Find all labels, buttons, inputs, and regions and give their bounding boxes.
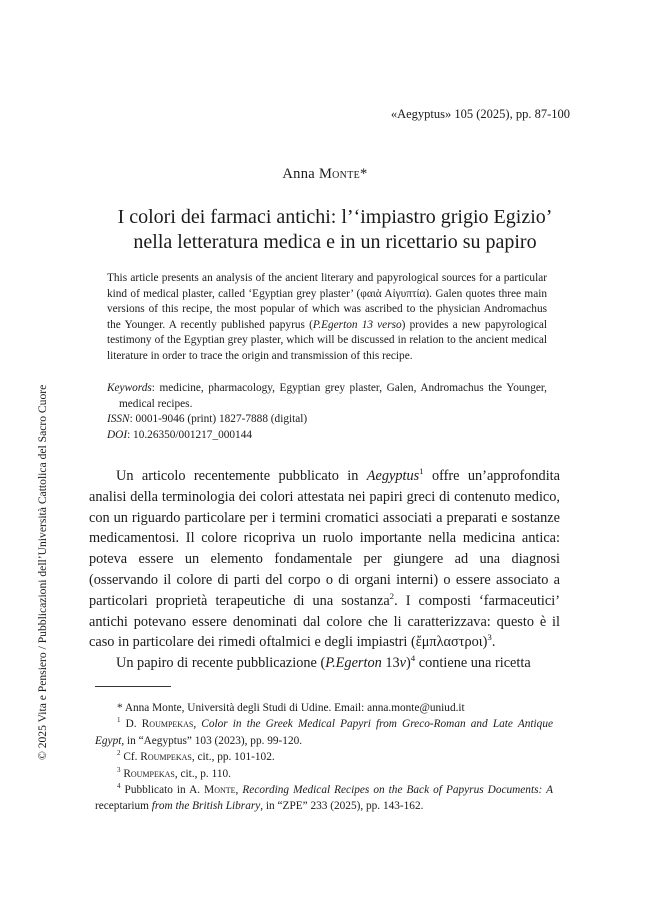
body-text-span: Un articolo recentemente pubblicato in (116, 468, 367, 484)
abstract (107, 271, 547, 365)
doi (107, 428, 547, 444)
body-text-span: 13 (381, 655, 400, 672)
footnote-number: 1 (117, 716, 121, 725)
abstract-text-2: ) provides a new papyrological testimony of the Egyptian grey plaster, which will be discussed in relation to the ancient medical literature in order to trace the origin and transmission of this recipe. (107, 318, 547, 362)
cited-title-roman: receptarium (95, 800, 152, 813)
doi-value: : 10.26350/001217_000144 (127, 428, 252, 441)
citation-prefix: Cf. (123, 751, 141, 764)
citation-details: , in “Aegyptus” 103 (2023), pp. 99-120. (121, 734, 303, 747)
cited-author: Monte (204, 784, 236, 797)
body-paragraph-2 (89, 653, 560, 674)
footnote-2 (95, 749, 553, 765)
author-last-name: Monte (318, 166, 361, 182)
body-text-span: contiene una ricetta (415, 655, 531, 672)
abstract-text-1: This article presents an analysis of the ancient literary and papyrological sources for a particular kind of medical plaster, called ‘Egyptian grey plaster’ (φαιὰ Αἰγυπτία). Galen quotes three main versions of this recipe, the most popular of which was ascribed to the physician Andromachus the Younger. A recently published papyrus ( (107, 272, 547, 331)
keywords-label: Keywords (107, 382, 152, 394)
footnote-1: $^1$ D. Roumpekas, Color in the Greek Medical Papyri from Greco-Roman and Late Antique Egypt, in “Aegyptus” 103 (2023), pp. 99-120. (95, 716, 553, 747)
footnote-ref-2: 2 (389, 591, 395, 602)
cited-author: D. Roumpekas (125, 718, 194, 731)
article-metadata (107, 381, 547, 443)
citation-details: , in “ZPE” 233 (2025), pp. 143-162. (260, 800, 424, 813)
journal-name: Aegyptus (366, 468, 420, 484)
footnote-ref-4: 4 (410, 653, 416, 664)
cited-title: Recording Medical Recipes on the Back of Papyrus Documents: A (242, 784, 553, 797)
issn-label: ISSN (107, 413, 130, 426)
footnote-ref-1: 1 (419, 466, 424, 477)
author-name (0, 166, 650, 183)
copyright-sidebar: © 2025 Vita e Pensiero / Pubblicazioni dell’Università Cattolica del Sacro Cuore (36, 384, 49, 760)
body-text-span: . I composti ‘farmaceutici’ antichi potevano essere denominati dal colore che li caratterizzava: questo è il caso in particolare dei rimedi oftalmici e degli impiastri (ἔμπλαστροι) (89, 592, 560, 651)
footnote-4: $^4$ Pubblicato in A. Monte, Recording Medical Recipes on the Back of Papyrus Documents: A receptarium from the British Library, in “ZPE” 233 (2025), pp. 143-162. (95, 782, 553, 813)
title-line-2: nella letteratura medica e in un ricettario su papiro (133, 231, 537, 253)
article-title (90, 205, 580, 255)
title-line-1: I colori dei farmaci antichi: l’‘impiastro grigio Egizio’ (117, 206, 553, 228)
footnotes (95, 700, 553, 815)
footnote-divider (95, 686, 171, 687)
journal-reference: «Aegyptus» 105 (2025), pp. 87-100 (390, 107, 570, 121)
body-text (89, 466, 560, 674)
doi-label: DOI (107, 428, 128, 441)
footnote-3 (95, 766, 553, 782)
body-paragraph-1 (89, 466, 560, 653)
body-text-span: Un papiro di recente pubblicazione ( (116, 655, 326, 672)
citation-prefix: Pubblicato in A. (124, 784, 205, 797)
author-first-name: Anna (282, 166, 319, 182)
body-text-span: . (491, 634, 496, 651)
abstract-papyrus-ref: P.Egerton 13 verso (312, 318, 402, 331)
footnote-number: 3 (117, 765, 121, 774)
issn (107, 412, 547, 428)
citation-details: , cit., p. 110. (174, 767, 231, 780)
keywords (107, 381, 547, 412)
body-text-span: ) (405, 655, 411, 672)
footnote-number: 4 (117, 782, 121, 791)
cited-title: Color in the Greek Medical Papyri from Greco-Roman and Late Antique Egypt (95, 718, 553, 747)
keywords-text: : medicine, pharmacology, Egyptian grey plaster, Galen, Andromachus the Younger, medical recipes. (119, 382, 547, 410)
cited-author: Roumpekas (123, 767, 175, 780)
cited-title-end: from the British Library (151, 800, 261, 813)
citation-details: , cit., pp. 101-102. (191, 751, 275, 764)
footnote-ref-3: 3 (487, 632, 492, 643)
issn-value: : 0001-9046 (print) 1827-7888 (digital) (129, 413, 308, 426)
footnote-number: 2 (117, 749, 121, 758)
cited-author: Roumpekas (140, 751, 192, 764)
footnote-author: * Anna Monte, Università degli Studi di Udine. Email: anna.monte@uniud.it (117, 702, 465, 714)
body-text-span: offre un’approfondita analisi della terminologia dei colori attestata nei papiri greci di contenuto medico, con un riguardo particolare per i termini cromatici associati a preparati e sostanze medicamentosi. Il colore ricopriva un ruolo importante nella medicina antica: poteva essere un elemento fondamentale per giungere ad una diagnosi (osservando il colore di parti del corpo o di organi interni) o essere associato a particolari proprietà terapeutiche di una sostanza (89, 468, 560, 609)
papyrus-side: v (399, 655, 406, 672)
papyrus-name: P.Egerton (325, 655, 382, 672)
author-footnote-mark: * (360, 166, 368, 182)
